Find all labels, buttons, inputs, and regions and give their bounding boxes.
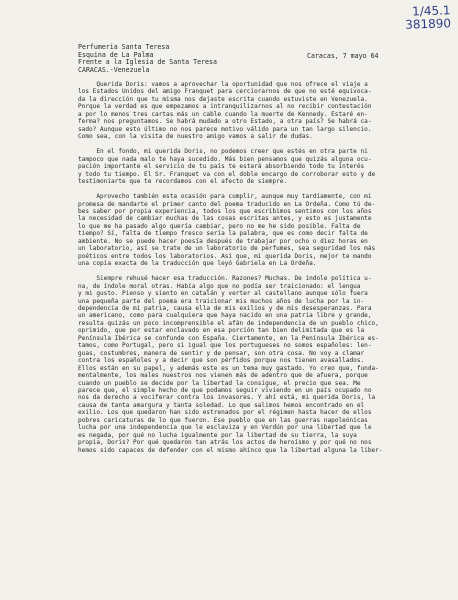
text-line: Querida Doris: vamos a aprovechar la oportunidad que nos ofrece el viaje a [78,81,368,88]
text-line: En el fondo, mi querida Doris, no podemos creer que estés en otra parte ni [78,148,368,156]
text-line: y todo tu tiempo. El Sr. Franquet va con el doble encargo de corroborar esto y de [78,170,376,178]
text-line: a por lo menos tres cartas más un cable cuando la muerte de Kennedy. Estaré en- [78,110,368,118]
text-line: guas, costumbres, manera de sentir y de pensar, son otra cosa. No voy a clamar [78,349,365,357]
text-line: una copia exacta de la traducción que leyó Gabriela en La Ordeña. [78,260,317,268]
text-line: testimoniarte que te recordamos con el afecto de siempre. [78,178,288,186]
sender-line: CARACAS.-Venezuela [78,65,150,74]
text-line: promesa de mandarte el primer canto del poema traducido en La Ordeña. Como tú de- [78,200,376,208]
text-line: da la dirección que tu misma nos dejaste escrita cuando estuviste en Venezuela. [78,95,368,103]
text-line: mentalmente, los males nuestros nos vienen más de adentro que de afuera, porque [78,372,368,380]
text-line: tampoco que nada malo te haya sucedido. Más bien pensamos que quizás alguna ocu- [78,155,372,163]
archive-code-2: 381890 [405,16,452,32]
text-line: una pequeña parte del poema era traicionar mis muchos años de lucha por la in- [78,297,365,305]
text-line: un americano, como para cualquiera que haya nacido en una patria libre y grande, [78,312,372,320]
text-line: nos da derecho a vociferar contra los invasores. Y ahí está, mi querida Doris, la [78,394,376,402]
text-line: es negada, por qué no lucha igualmente por la libertad de su tierra, la suya [78,431,357,439]
text-line: pación importante el servicio de tu país te estará absorbiendo todo tu interés [78,163,365,171]
text-line: Ellos están en su papel, y además este es un tema muy gastado. Yo creo que, funda- [78,364,379,372]
paragraph [78,275,418,454]
text-line: lucha por una independencia que le esclaviza y en Verdún por una libertad que le [78,424,372,432]
text-line: causa de tanta amargura y tanta soledad. Lo que salimos hemos encontrado en el [78,401,365,409]
letter-body [78,81,418,462]
text-line: Península Ibérica se confunde con España. Ciertamente, en la Península Ibérica es- [78,334,379,342]
text-line: exilio. Los que quedaron han sido estrenados por el régimen hasta hacer de ellos [78,409,372,417]
text-line: pobres caricaturas de lo que fueron. Ese pueblo que en las guerras napoleónicas [78,416,368,424]
paragraph [78,81,418,141]
text-line: Aprovecho también esta ocasión para cumplir, aunque muy tardíamente, con mi [78,193,372,201]
text-line: propia, Doris? Por qué quedaron tan atrás los actos de heroísmo y por qué no nos [78,439,372,447]
archive-stamp [405,4,452,32]
sender-line: Frente a la Iglesia de Santa Teresa [78,58,217,67]
text-line: contra los españoles y a decir que son pérfidos porque nos tienen avasallados. [78,357,365,365]
text-line: Porque la verdad es que empezamos a intranquilizarnos al no recibir contestación [78,103,372,111]
text-line: y mi gusto. Pienso y siento en catalán y verter al castellano aunque sólo fuera [78,290,368,298]
text-line: Siempre rehusé hacer esa traducción. Razones? Muchas. De índole política u- [78,275,372,283]
text-line: tiempo? Sí, falta de tiempo fresco sería la palabra, que es como decir falta de [78,230,368,238]
text-line: poéticos entre todos los laboratorios. Así que, mi querida Doris, mejor te mando [78,252,372,260]
text-line: na, de índole moral otras. Había algo que no podía ser traicionado: el lengua [78,282,361,290]
sender-address [78,44,217,74]
paragraph [78,148,418,185]
paragraph [78,193,418,268]
text-line: bes saber por propia experiencia, todos los que escribimos sentimos con los años [78,207,372,215]
letter-date: Caracas, 7 mayo 64 [307,52,379,60]
sender-line: Perfumeria Santa Teresa [78,43,170,51]
text-line: ferma? nos preguntamos. Se habrá mudado a otro Estado, a otra país? Se habrá ca- [78,118,372,126]
text-line: cuando un pueblo se decide por la libertad la consigue, el precio que sea. Me [78,379,361,387]
text-line: hemos sido capaces de defender con el mismo ahínco que la libertad alguna la liber- [78,446,383,454]
text-line: oprimido, que por estar enclavado en esa porción tan bien delimitada que es la [78,327,365,335]
text-line: dependencia de mi patria, causa ella de mis exilios y de mis desesperanzas. Para [78,305,372,313]
text-line: resulta quizás un poco incomprensible el afán de independencia de un pueblo chico, [78,319,379,327]
sender-line: Esquina de La Palma [78,50,154,59]
text-line: Como sea, con la visita de nuestro amigo vamos a salir de dudas. [78,133,313,141]
text-line: la necesidad de cambiar muchas de las cosas escritas antes, y esto es justamente [78,215,372,223]
text-line: tamos, como Portugal, pero si igual que los portugueses no somos españoles: len- [78,342,372,350]
text-line: los Estados Unidos del amigo Franquet para cerciorarnos de que no esté equivoca- [78,88,372,96]
text-line: sado? Aunque esto último no nos parece motivo válido para un tan largo silencio. [78,125,372,133]
text-line: un laboratorio, así se trate de un laboratorio de perfumes, sea seguridad los más [78,245,376,253]
text-line: lo que me ha pasado algo quería cambiar, pero no me he sido posible. Falta de [78,222,361,230]
text-line: ambiente. No se puede hacer poesía después de trabajar por ocho o diez horas en [78,237,368,245]
archive-code-1: 1/45.1 [412,3,451,19]
text-line: parece que, el simple hecho de que podamos seguir viviendo en un país ocupado no [78,387,372,394]
